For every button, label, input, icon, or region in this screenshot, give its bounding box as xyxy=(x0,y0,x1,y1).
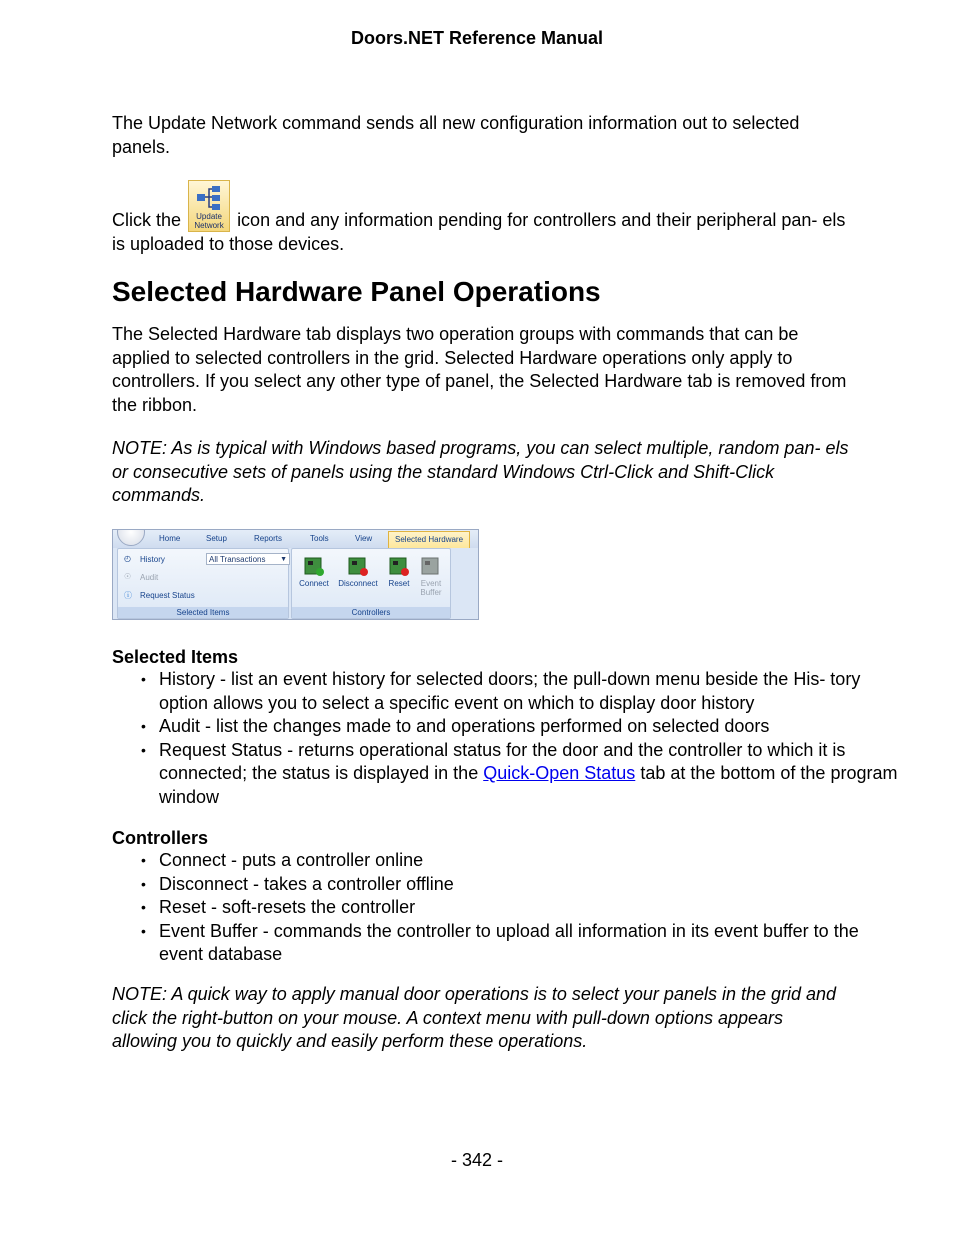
history-icon: ◴ xyxy=(124,554,131,563)
quick-open-status-link[interactable]: Quick-Open Status xyxy=(483,763,636,783)
selected-items-list xyxy=(112,668,899,809)
intro-paragraph: The Update Network command sends all new configuration information out to selected panels. xyxy=(112,113,800,157)
list-item-reset: • Reset - soft-resets the controller xyxy=(159,896,899,920)
connect-button[interactable] xyxy=(294,555,334,588)
list-item-connect: • Connect - puts a controller online xyxy=(159,849,899,873)
audit-button[interactable]: Audit xyxy=(140,573,159,582)
reset-label: Reset xyxy=(388,579,410,588)
chevron-down-icon: ▼ xyxy=(280,556,287,563)
list-item-request-status xyxy=(159,739,899,810)
controllers-group-label: Controllers xyxy=(292,607,450,618)
info-icon: ⓘ xyxy=(124,591,132,600)
connect-icon xyxy=(303,555,325,577)
document-header: Doors.NET Reference Manual xyxy=(350,28,604,48)
list-item-audit: • Audit - list the changes made to and operations performed on selected doors xyxy=(159,715,899,739)
controllers-heading: Controllers xyxy=(112,828,209,848)
ribbon-tab-bar xyxy=(113,530,478,548)
connect-label: Connect xyxy=(299,579,329,588)
transactions-dropdown-value: All Transactions xyxy=(209,555,266,564)
controllers-group xyxy=(291,548,451,619)
note-context-menu: NOTE: A quick way to apply manual door operations is to select your panels in the grid and click the right-button on your mouse. A context menu with pull-down options appears allowing you to quickly and easily perform these operations. xyxy=(112,984,837,1051)
tab-view[interactable]: View xyxy=(355,534,373,543)
tab-home[interactable]: Home xyxy=(159,534,181,543)
list-item-disconnect: • Disconnect - takes a controller offline xyxy=(159,873,899,897)
transactions-dropdown[interactable] xyxy=(206,553,290,565)
disconnect-button[interactable] xyxy=(338,555,378,588)
page-number: - 342 - xyxy=(450,1150,504,1170)
history-button[interactable]: History xyxy=(140,555,165,564)
event-buffer-label: Event Buffer xyxy=(420,579,442,597)
update-network-icon xyxy=(188,180,230,232)
tab-tools[interactable]: Tools xyxy=(310,534,329,543)
request-status-button[interactable]: Request Status xyxy=(140,591,195,600)
request-status-text-end: tab at the bottom of the program window xyxy=(159,763,898,807)
event-buffer-icon xyxy=(420,555,442,577)
audit-icon: ☉ xyxy=(124,572,132,581)
note-multi-select: NOTE: As is typical with Windows based programs, you can select multiple, random pan- els or consecutive sets of panels using the standard Windows Ctrl-Click and Shift-Click commands. xyxy=(112,438,849,505)
click-before-text: Click the xyxy=(112,210,182,230)
reset-icon xyxy=(388,555,410,577)
click-after-text: icon and any information pending for controllers and their peripheral pan- els is uploaded to those devices. xyxy=(112,210,846,254)
tab-setup[interactable]: Setup xyxy=(206,534,227,543)
event-buffer-button[interactable] xyxy=(411,555,451,597)
list-item-history: • History - list an event history for selected doors; the pull-down menu beside the His- tory option allows you to select a specific event on which to display door history xyxy=(159,668,899,715)
disconnect-label: Disconnect xyxy=(338,579,378,588)
selected-items-heading: Selected Items xyxy=(112,647,239,667)
request-status-text: Request Status - returns operational status for the door and the controller to which it is connected; the status is displayed in the xyxy=(159,739,846,783)
application-orb[interactable] xyxy=(117,529,145,546)
disconnect-icon xyxy=(347,555,369,577)
selected-items-group-label: Selected Items xyxy=(118,607,288,618)
click-instruction xyxy=(112,180,852,256)
selected-items-group xyxy=(117,548,289,619)
ribbon-screenshot xyxy=(112,529,479,620)
section-heading: Selected Hardware Panel Operations xyxy=(112,276,601,307)
tab-selected-hardware[interactable]: Selected Hardware xyxy=(388,531,470,548)
controllers-list xyxy=(112,849,899,967)
update-network-icon-label: Update Network xyxy=(194,212,224,230)
list-item-event-buffer: • Event Buffer - commands the controller to upload all information in its event buffer to the event database xyxy=(159,920,899,967)
selected-hardware-description: The Selected Hardware tab displays two operation groups with commands that can be applied to selected controllers in the grid. Selected Hardware operations only apply to controllers. If you select any other type of panel, the Selected Hardware tab is removed from the ribbon. xyxy=(112,324,847,415)
tab-reports[interactable]: Reports xyxy=(254,534,283,543)
